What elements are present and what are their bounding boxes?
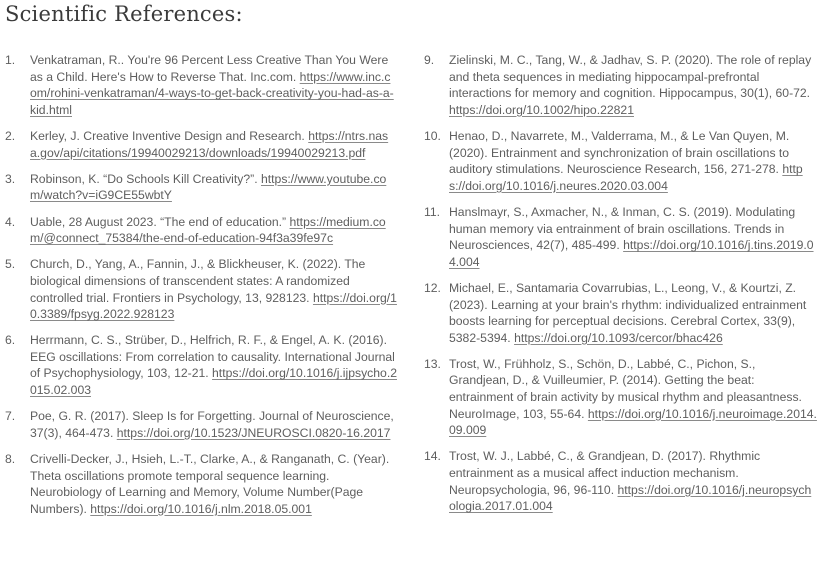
reference-citation: Uable, 28 August 2023. “The end of education.” xyxy=(30,214,287,229)
page-title: Scientific References: xyxy=(5,2,243,26)
reference-item xyxy=(5,52,397,118)
reference-item xyxy=(424,128,817,194)
reference-link[interactable]: https://doi.org/10.1016/j.neures.2020.03.004 xyxy=(449,162,803,193)
reference-citation: Hanslmayr, S., Axmacher, N., & Inman, C. S. (2019). Modulating human memory via entrainment of brain oscillations. Trends in Neurosciences, 42(7), 485-499. xyxy=(449,204,796,253)
reference-item xyxy=(424,448,817,514)
reference-number: 5. xyxy=(5,257,16,272)
reference-item xyxy=(424,204,817,270)
reference-number: 3. xyxy=(5,171,16,186)
reference-number: 2. xyxy=(5,128,16,143)
reference-number: 10. xyxy=(424,128,441,143)
reference-item xyxy=(5,332,397,398)
reference-body xyxy=(449,52,817,118)
references-right-column xyxy=(424,52,817,524)
reference-body xyxy=(30,256,397,322)
reference-number: 12. xyxy=(424,280,441,295)
references-left-column xyxy=(5,52,397,527)
reference-citation: Herrmann, C. S., Strüber, D., Helfrich, R. F., & Engel, A. K. (2016). EEG oscillations: From correlation to causality. International Journal of Psychophysiology, 103, 12-21. xyxy=(30,333,395,381)
reference-body xyxy=(449,448,817,514)
reference-link[interactable]: https://medium.com/@connect_75384/the-end-of-education-94f3a39fe97c xyxy=(30,214,386,246)
reference-citation: Church, D., Yang, A., Fannin, J., & Blickheuser, K. (2022). The biological dimensions of transcendent states: A randomized controlled trial. Frontiers in Psychology, 13, 928123. xyxy=(30,257,366,305)
reference-body xyxy=(30,451,397,517)
reference-number: 7. xyxy=(5,409,16,424)
reference-item xyxy=(424,280,817,346)
reference-link[interactable]: https://doi.org/10.3389/fpsyg.2022.928123 xyxy=(30,290,397,322)
reference-number: 11. xyxy=(424,204,441,219)
reference-link[interactable]: https://www.youtube.com/watch?v=iG9CE55wbtY xyxy=(30,171,387,203)
reference-item xyxy=(5,256,397,322)
reference-link[interactable]: https://doi.org/10.1016/j.neuropsychologia.2017.01.004 xyxy=(449,482,812,514)
reference-link[interactable]: https://doi.org/10.1093/cercor/bhac426 xyxy=(514,330,723,345)
reference-citation: Zielinski, M. C., Tang, W., & Jadhav, S. P. (2020). The role of replay and theta sequences in mediating hippocampal-prefrontal interactions for memory and cognition. Hippocampus, 30(1), 60-72. xyxy=(449,53,812,101)
reference-number: 14. xyxy=(424,449,441,464)
reference-link[interactable]: https://doi.org/10.1016/j.nlm.2018.05.001 xyxy=(90,501,312,516)
reference-number: 1. xyxy=(5,53,16,67)
reference-body xyxy=(30,171,397,204)
reference-item xyxy=(5,214,397,247)
reference-link[interactable]: https://doi.org/10.1016/j.tins.2019.04.004 xyxy=(449,238,814,269)
reference-body xyxy=(449,204,817,270)
reference-body xyxy=(30,408,397,441)
reference-body xyxy=(449,280,817,346)
reference-link[interactable]: https://doi.org/10.1523/JNEUROSCI.0820-16.2017 xyxy=(116,425,391,440)
reference-body xyxy=(449,356,817,439)
reference-citation: Poe, G. R. (2017). Sleep Is for Forgetting. Journal of Neuroscience, 37(3), 464-473. xyxy=(30,409,394,440)
reference-citation: Henao, D., Navarrete, M., Valderrama, M., & Le Van Quyen, M. (2020). Entrainment and synchronization of brain oscillations to auditory stimulations. Neuroscience Research, 156, 271-278. xyxy=(449,128,790,177)
reference-citation: Venkatraman, R.. You're 96 Percent Less Creative Than You Were as a Child. Here's How to Reverse That. Inc.com. xyxy=(30,53,389,84)
reference-citation: Michael, E., Santamaria Covarrubias, L., Leong, V., & Kourtzi, Z. (2023). Learning at your brain's rhythm: individualized entrainment boosts learning for perceptual decisions. Cerebral Cortex, 33(9), 5382-5394. xyxy=(449,280,807,345)
reference-link[interactable]: https://doi.org/10.1016/j.ijpsycho.2015.02.003 xyxy=(30,366,397,398)
reference-number: 6. xyxy=(5,333,16,348)
reference-item xyxy=(5,171,397,204)
reference-item xyxy=(5,408,397,441)
reference-number: 9. xyxy=(424,53,435,67)
reference-number: 13. xyxy=(424,356,441,371)
reference-number: 8. xyxy=(5,452,16,467)
reference-item xyxy=(424,356,817,439)
reference-body xyxy=(30,128,397,161)
reference-link[interactable]: https://doi.org/10.1002/hipo.22821 xyxy=(449,102,634,117)
reference-item xyxy=(5,128,397,161)
reference-citation: Kerley, J. Creative Inventive Design and Research. xyxy=(30,128,305,143)
reference-citation: Trost, W., Frühholz, S., Schön, D., Labbé, C., Pichon, S., Grandjean, D., & Vuilleumier, P. (2014). Getting the beat: entrainment of brain activity by musical rhythm and pleasantness. NeuroImage, 103, 55-64. xyxy=(449,356,802,421)
reference-number: 4. xyxy=(5,214,16,229)
reference-item xyxy=(424,52,817,118)
reference-body xyxy=(30,214,397,247)
reference-link[interactable]: https://www.inc.com/rohini-venkatraman/4-ways-to-get-back-creativity-you-had-as-a-kid.html xyxy=(30,69,394,117)
reference-body xyxy=(449,128,817,194)
reference-citation: Robinson, K. “Do Schools Kill Creativity?”. xyxy=(30,171,258,186)
reference-link[interactable]: https://doi.org/10.1016/j.neuroimage.2014.09.009 xyxy=(449,406,817,438)
reference-citation: Trost, W. J., Labbé, C., & Grandjean, D. (2017). Rhythmic entrainment as a musical affect induction mechanism. Neuropsychologia, 96, 96-110. xyxy=(449,449,761,497)
reference-body xyxy=(30,52,397,118)
reference-link[interactable]: https://ntrs.nasa.gov/api/citations/19940029213/downloads/19940029213.pdf xyxy=(30,128,389,160)
reference-citation: Crivelli-Decker, J., Hsieh, L.-T., Clarke, A., & Ranganath, C. (Year). Theta oscillations promote temporal sequence learning. Neurobiology of Learning and Memory, Volume Number(Page Numbers). xyxy=(30,452,390,516)
reference-item xyxy=(5,451,397,517)
reference-body xyxy=(30,332,397,398)
